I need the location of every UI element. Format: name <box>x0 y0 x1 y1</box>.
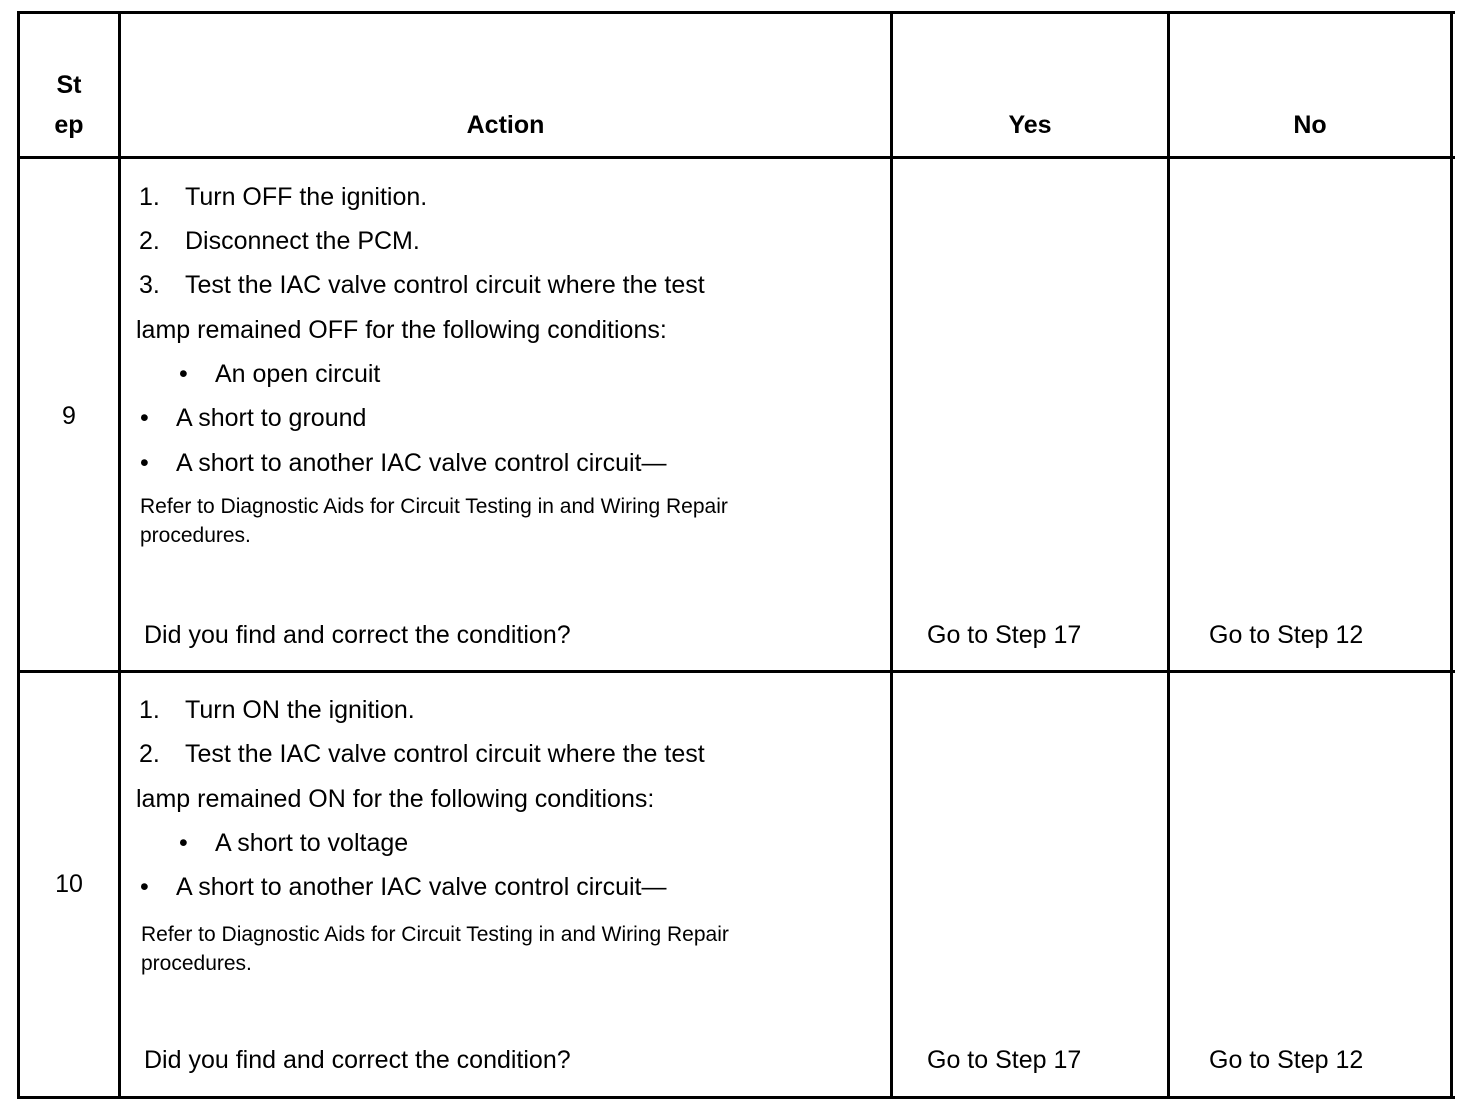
diagnostic-table <box>17 11 1455 1099</box>
action-item <box>139 226 420 256</box>
item-number: 1. <box>139 183 160 211</box>
no-result: Go to Step 12 <box>1209 621 1364 649</box>
table-border-left <box>17 11 20 1099</box>
item-number: 2. <box>139 227 160 255</box>
action-item <box>139 739 705 769</box>
question-text: Did you find and correct the condition? <box>144 1046 571 1074</box>
bullet-item <box>140 448 667 478</box>
reference-note: Refer to Diagnostic Aids for Circuit Testing in and Wiring Repair procedures. <box>140 495 728 547</box>
action-continuation: lamp remained OFF for the following conditions: <box>136 316 667 344</box>
sub-bullet-item <box>179 359 380 389</box>
step-number: 10 <box>55 870 83 898</box>
item-text: Test the IAC valve control circuit where the test <box>185 271 705 299</box>
sub-bullet-item <box>179 828 408 858</box>
header-step-line1: St <box>56 71 82 99</box>
item-number: 2. <box>139 740 160 768</box>
bullet-item <box>140 403 366 433</box>
bullet-glyph: • <box>179 360 188 388</box>
table-border-right <box>1450 11 1453 1099</box>
bullet-text: A short to ground <box>176 404 367 432</box>
item-number: 1. <box>139 696 160 724</box>
item-text: Turn ON the ignition. <box>185 696 415 724</box>
yes-result: Go to Step 17 <box>927 621 1082 649</box>
item-text: Turn OFF the ignition. <box>185 183 428 211</box>
step-number: 9 <box>62 402 76 430</box>
action-item <box>139 695 415 725</box>
header-no: No <box>1293 111 1327 139</box>
question-text: Did you find and correct the condition? <box>144 621 571 649</box>
header-step-line2: ep <box>54 111 84 139</box>
no-result: Go to Step 12 <box>1209 1046 1364 1074</box>
reference-note: Refer to Diagnostic Aids for Circuit Testing in and Wiring Repair procedures. <box>141 923 729 975</box>
bullet-glyph: • <box>140 873 149 901</box>
header-action: Action <box>466 111 545 139</box>
yes-result: Go to Step 17 <box>927 1046 1082 1074</box>
table-border-top <box>17 11 1455 14</box>
action-item <box>139 182 427 212</box>
bullet-text: An open circuit <box>215 360 381 388</box>
table-border-bottom <box>17 1096 1455 1099</box>
bullet-glyph: • <box>140 404 149 432</box>
header-divider <box>17 156 1455 159</box>
item-text: Test the IAC valve control circuit where the test <box>185 740 705 768</box>
header-yes: Yes <box>1008 111 1052 139</box>
bullet-text: A short to another IAC valve control circuit— <box>176 873 667 901</box>
column-divider-yes <box>1167 11 1170 1099</box>
bullet-item <box>140 872 667 902</box>
action-item <box>139 270 705 300</box>
row-divider <box>17 670 1455 673</box>
item-number: 3. <box>139 271 160 299</box>
action-continuation: lamp remained ON for the following conditions: <box>136 785 655 813</box>
bullet-glyph: • <box>140 449 149 477</box>
column-divider-action <box>890 11 893 1099</box>
item-text: Disconnect the PCM. <box>185 227 420 255</box>
bullet-text: A short to another IAC valve control circuit— <box>176 449 667 477</box>
bullet-glyph: • <box>179 829 188 857</box>
bullet-text: A short to voltage <box>215 829 409 857</box>
column-divider-step <box>118 11 121 1099</box>
